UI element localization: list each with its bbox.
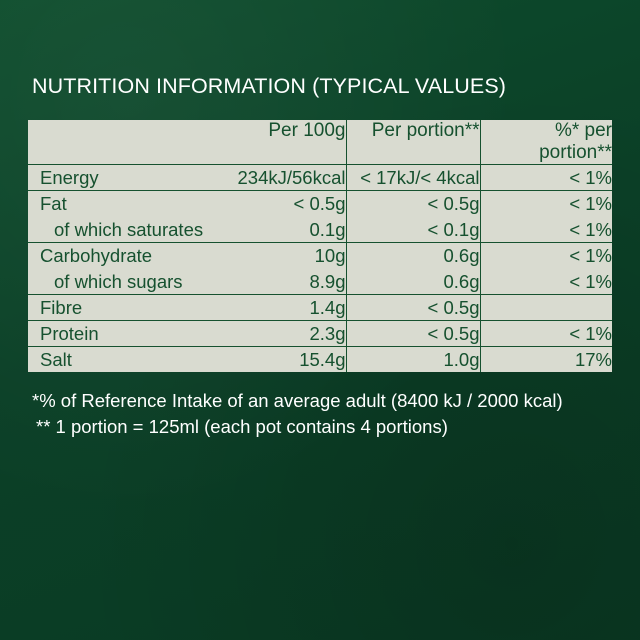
row-value-fat-per-portion: < 0.5g < 0.1g xyxy=(346,190,480,242)
row-value-carbohydrate-per-portion: 0.6g 0.6g xyxy=(346,242,480,294)
footnotes xyxy=(28,388,612,440)
footnote-reference-intake: *% of Reference Intake of an average adult (8400 kJ / 2000 kcal) xyxy=(32,389,563,411)
row-value-fat-per-100g: < 0.5g 0.1g xyxy=(293,192,346,240)
header-label-blank xyxy=(28,120,218,164)
row-label-fibre: Fibre xyxy=(40,296,83,318)
row-value-salt-per-portion: 1.0g xyxy=(346,346,480,372)
header-per-100g: Per 100g xyxy=(218,120,346,164)
table-row xyxy=(28,294,612,320)
row-value-salt-pct: 17% xyxy=(480,346,612,372)
row-value-energy-pct: < 1% xyxy=(480,164,612,190)
row-value-fibre-per-portion: < 0.5g xyxy=(346,294,480,320)
row-label-fat: Fat of which saturates xyxy=(40,192,204,240)
table-header-row xyxy=(28,120,612,164)
row-label-salt: Salt xyxy=(40,348,72,370)
row-value-energy-per-portion: < 17kJ/< 4kcal xyxy=(346,164,480,190)
row-label-protein: Protein xyxy=(40,322,99,344)
row-value-energy-per-100g: 234kJ/56kcal xyxy=(237,166,346,188)
row-value-fat-pct: < 1% < 1% xyxy=(480,190,612,242)
page-title: NUTRITION INFORMATION (TYPICAL VALUES) xyxy=(32,74,507,98)
row-value-fibre-per-100g: 1.4g xyxy=(309,296,346,318)
footnote-portion: ** 1 portion = 125ml (each pot contains 4 portions) xyxy=(36,415,448,437)
table-row xyxy=(28,190,612,242)
nutrition-table xyxy=(28,120,612,372)
table-row xyxy=(28,320,612,346)
header-per-portion: Per portion** xyxy=(346,120,480,164)
table-row xyxy=(28,346,612,372)
row-value-carbohydrate-pct: < 1% < 1% xyxy=(480,242,612,294)
row-label-energy: Energy xyxy=(40,166,99,188)
row-value-carbohydrate-per-100g: 10g 8.9g xyxy=(309,244,346,292)
row-value-fibre-pct xyxy=(480,294,612,320)
table-row xyxy=(28,242,612,294)
row-value-protein-per-portion: < 0.5g xyxy=(346,320,480,346)
row-value-protein-per-100g: 2.3g xyxy=(309,322,346,344)
row-value-salt-per-100g: 15.4g xyxy=(299,348,346,370)
row-value-protein-pct: < 1% xyxy=(480,320,612,346)
row-label-carbohydrate: Carbohydrate of which sugars xyxy=(40,244,183,292)
table-row xyxy=(28,164,612,190)
header-pct-per-portion: %* per portion** xyxy=(480,120,612,164)
